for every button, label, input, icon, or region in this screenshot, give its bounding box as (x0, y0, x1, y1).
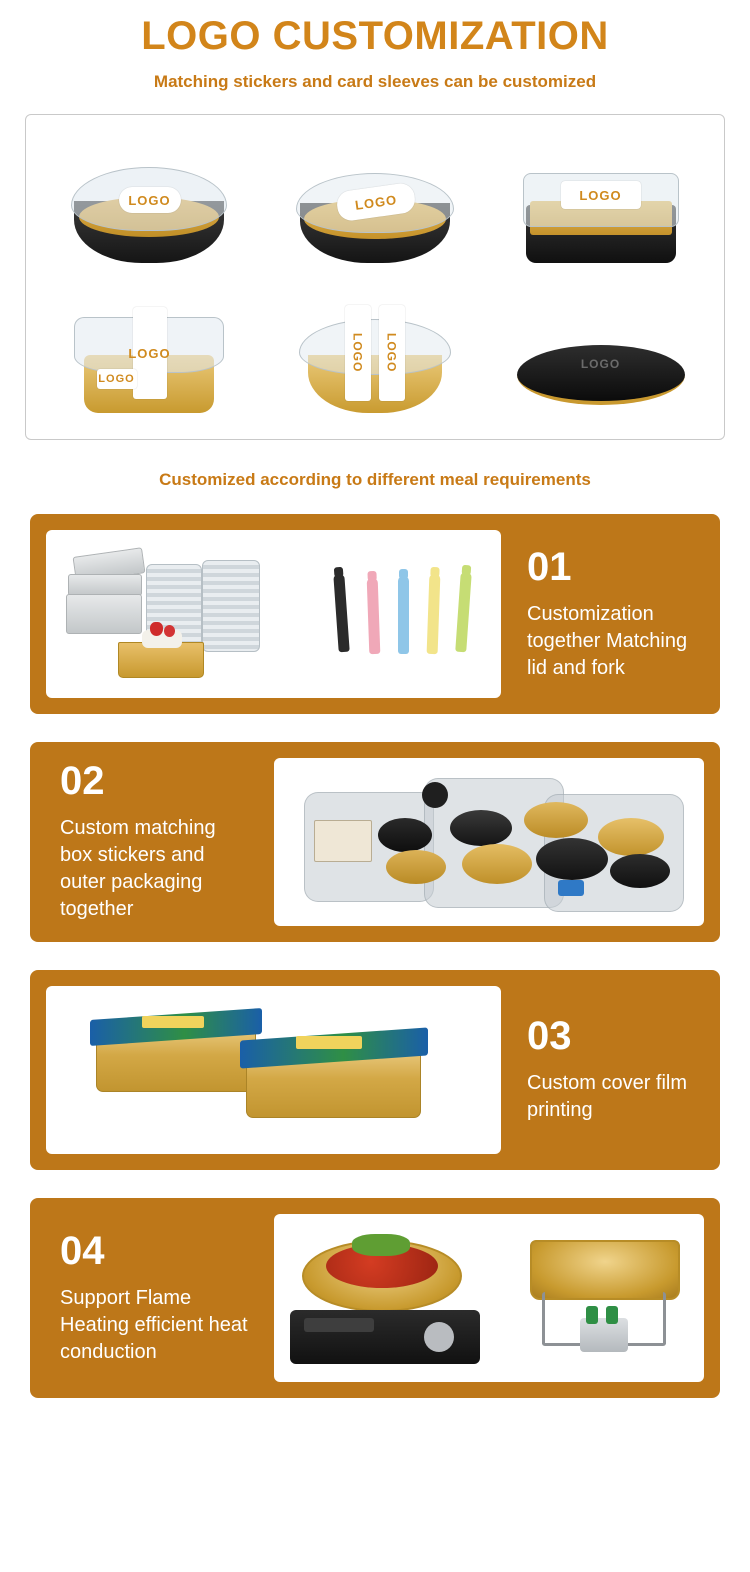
logo-label: LOGO (119, 187, 181, 213)
product-black-round-lid (509, 286, 694, 421)
feature-text-04 (46, 1214, 258, 1382)
feature-media-02 (274, 758, 704, 926)
logo-label: LOGO (561, 181, 641, 209)
logo-label-secondary: LOGO (97, 369, 137, 389)
feature-description: Custom cover film printing (527, 1072, 688, 1121)
feature-description: Customization together Matching lid and fork (527, 602, 688, 679)
feature-number: 03 (527, 1014, 572, 1058)
logo-label-secondary: LOGO (379, 305, 405, 401)
feature-text-02 (46, 758, 258, 926)
feature-text-01 (517, 530, 704, 698)
product-rect-black-tray (509, 136, 694, 271)
feature-card-03 (30, 970, 720, 1170)
feature-card-04 (30, 1198, 720, 1398)
feature-media-01 (46, 530, 501, 698)
logo-label: LOGO (133, 307, 167, 399)
feature-card-02 (30, 742, 720, 942)
product-round-gold-bowl (283, 286, 468, 421)
feature-card-01 (30, 514, 720, 714)
feature-media-04 (274, 1214, 704, 1382)
product-square-gold-bowl (57, 286, 242, 421)
logo-label: LOGO (345, 305, 371, 401)
showcase-panel (25, 114, 725, 440)
page-title: LOGO CUSTOMIZATION (141, 14, 609, 58)
feature-number: 04 (60, 1228, 105, 1273)
page-subtitle: Matching stickers and card sleeves can be customized (153, 72, 597, 91)
feature-media-03 (46, 986, 501, 1154)
logo-label: LOGO (580, 357, 621, 371)
feature-description: Custom matching box stickers and outer packaging together (60, 817, 216, 920)
showcase-row-bottom (36, 281, 714, 421)
feature-description: Support Flame Heating efficient heat conduction (60, 1286, 248, 1363)
showcase-row-top (36, 131, 714, 271)
product-round-bowl-logo-sleeve (283, 136, 468, 271)
feature-number: 01 (527, 544, 572, 589)
feature-number: 02 (60, 759, 105, 803)
section-caption: Customized according to different meal requirements (159, 470, 591, 489)
feature-text-03 (517, 986, 704, 1154)
logo-label: LOGO (335, 182, 416, 223)
feature-card-list (0, 514, 750, 1398)
product-round-black-gold-bowl (57, 136, 242, 271)
